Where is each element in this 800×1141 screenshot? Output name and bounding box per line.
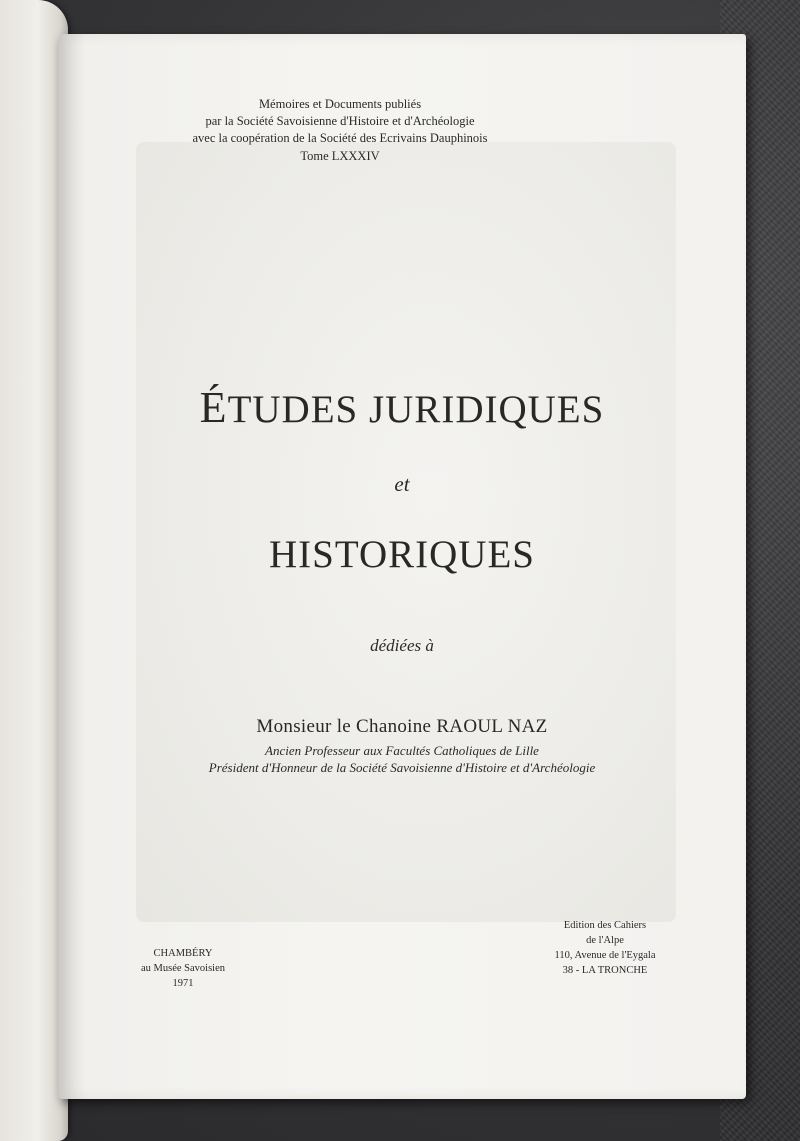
honoree-name: Monsieur le Chanoine RAOUL NAZ [256, 716, 548, 737]
title-conjunction: et [394, 472, 410, 496]
publisher-line-1: Edition des Cahiers [563, 920, 647, 931]
publisher-line-2: de l'Alpe [586, 935, 624, 946]
honoree-role-2: Président d'Honneur de la Société Savoisienne d'Histoire et d'Archéologie [208, 760, 596, 775]
tome-number: Tome LXXXIV [300, 149, 380, 163]
title-initial: É [199, 383, 228, 432]
header-line-2: par la Société Savoisienne d'Histoire et d'Archéologie [205, 114, 475, 128]
book-title-line-1 [58, 382, 746, 433]
imprint-place-year [108, 946, 258, 991]
imprint-year: 1971 [172, 978, 194, 989]
imprint-publisher [520, 918, 690, 978]
header-line-1: Mémoires et Documents publiés [258, 97, 422, 111]
title-main-rest: TUDES JURIDIQUES [227, 388, 605, 431]
publication-header [150, 96, 530, 165]
publisher-line-3: 110, Avenue de l'Eygala [554, 950, 656, 961]
imprint-venue: au Musée Savoisien [141, 963, 225, 974]
publisher-line-4: 38 - LA TRONCHE [562, 965, 648, 976]
honoree-role-1: Ancien Professeur aux Facultés Catholiques de Lille [265, 743, 539, 758]
imprint-city: CHAMBÉRY [153, 948, 213, 959]
honoree-titles [58, 742, 746, 776]
dedication-text: dédiées à [370, 636, 434, 655]
book-title-line-2: HISTORIQUES [269, 533, 535, 576]
header-line-3: avec la coopération de la Société des Ecrivains Dauphinois [192, 131, 488, 145]
